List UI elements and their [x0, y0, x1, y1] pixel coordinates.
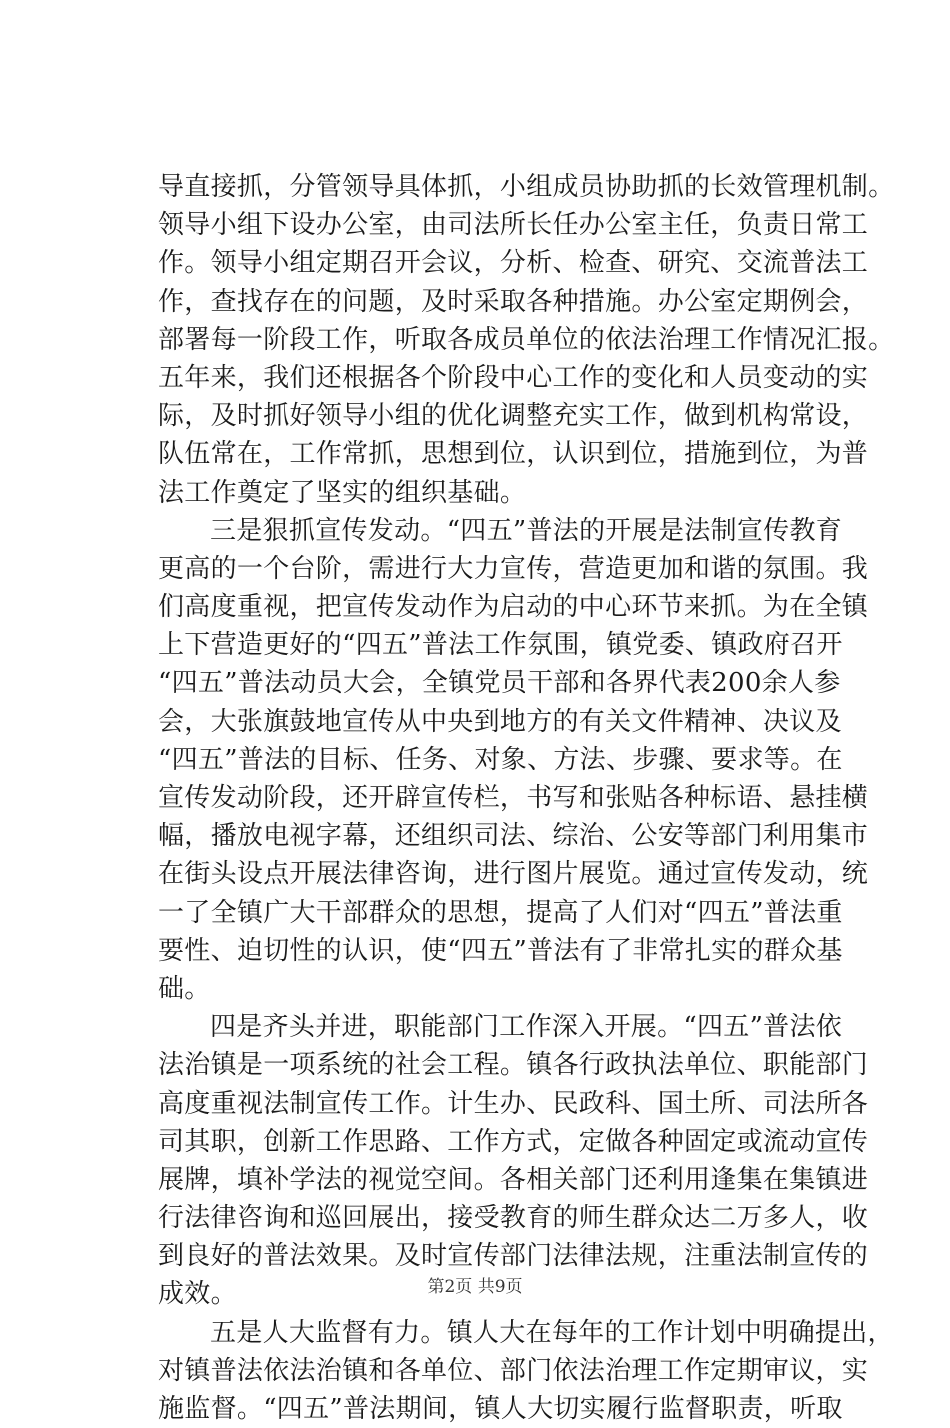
text-line: 作，查找存在的问题，及时采取各种措施。办公室定期例会，	[158, 286, 869, 317]
text-line: 到良好的普法效果。及时宣传部门法律法规，注重法制宣传的	[158, 1241, 869, 1272]
text-line: “四五”普法的目标、任务、对象、方法、步骤、要求等。在	[158, 744, 843, 775]
text-line: 法工作奠定了坚实的组织基础。	[158, 477, 527, 508]
text-line: 作。领导小组定期召开会议，分析、检查、研究、交流普法工	[158, 248, 869, 279]
text-line: 司其职，创新工作思路、工作方式，定做各种固定或流动宣传	[158, 1126, 869, 1157]
text-line: 幅，播放电视字幕，还组织司法、综治、公安等部门利用集市	[158, 821, 869, 852]
text-line: 部署每一阶段工作，听取各成员单位的依法治理工作情况汇报。	[158, 324, 895, 355]
text-line: 行法律咨询和巡回展出，接受教育的师生群众达二万多人，收	[158, 1203, 869, 1234]
text-line: 更高的一个台阶，需进行大力宣传，营造更加和谐的氛围。我	[158, 553, 869, 584]
text-line: 要性、迫切性的认识，使“四五”普法有了非常扎实的群众基	[158, 935, 843, 966]
text-line: 对镇普法依法治镇和各单位、部门依法治理工作定期审议，实	[158, 1355, 869, 1386]
text-line: 五是人大监督有力。镇人大在每年的工作计划中明确提出，	[210, 1317, 894, 1348]
body-text	[158, 168, 895, 1428]
text-line: 导直接抓，分管领导具体抓，小组成员协助抓的长效管理机制。	[158, 172, 895, 202]
page-footer: 第2页 共9页	[427, 1277, 523, 1297]
text-line: 在街头设点开展法律咨询，进行图片展览。通过宣传发动，统	[158, 859, 869, 890]
text-line: 施监督。“四五”普法期间，镇人大切实履行监督职责，听取	[158, 1394, 843, 1424]
text-line: 们高度重视，把宣传发动作为启动的中心环节来抓。为在全镇	[158, 592, 869, 623]
text-line: 三是狠抓宣传发动。“四五”普法的开展是法制宣传教育	[210, 515, 843, 546]
text-line: 五年来，我们还根据各个阶段中心工作的变化和人员变动的实	[158, 362, 869, 393]
text-line: 领导小组下设办公室，由司法所长任办公室主任，负责日常工	[158, 210, 869, 241]
text-line: 一了全镇广大干部群众的思想，提高了人们对“四五”普法重	[158, 897, 843, 928]
text-line: 展牌，填补学法的视觉空间。各相关部门还利用逢集在集镇进	[158, 1164, 869, 1195]
text-line: 高度重视法制宣传工作。计生办、民政科、国土所、司法所各	[158, 1088, 869, 1119]
text-line: 四是齐头并进，职能部门工作深入开展。“四五”普法依	[210, 1012, 843, 1043]
text-line: 会，大张旗鼓地宣传从中央到地方的有关文件精神、决议及	[158, 706, 842, 737]
text-line: 际，及时抓好领导小组的优化调整充实工作，做到机构常设，	[158, 401, 869, 432]
text-line: 上下营造更好的“四五”普法工作氛围，镇党委、镇政府召开	[158, 630, 843, 661]
text-line: 宣传发动阶段，还开辟宣传栏，书写和张贴各种标语、悬挂横	[158, 783, 869, 813]
text-line: 础。	[158, 973, 211, 1004]
text-line: 队伍常在，工作常抓，思想到位，认识到位，措施到位，为普	[158, 439, 869, 470]
text-line: 法治镇是一项系统的社会工程。镇各行政执法单位、职能部门	[158, 1050, 869, 1081]
text-line: 成效。	[158, 1279, 237, 1310]
text-line: “四五”普法动员大会，全镇党员干部和各界代表200余人参	[158, 668, 841, 699]
